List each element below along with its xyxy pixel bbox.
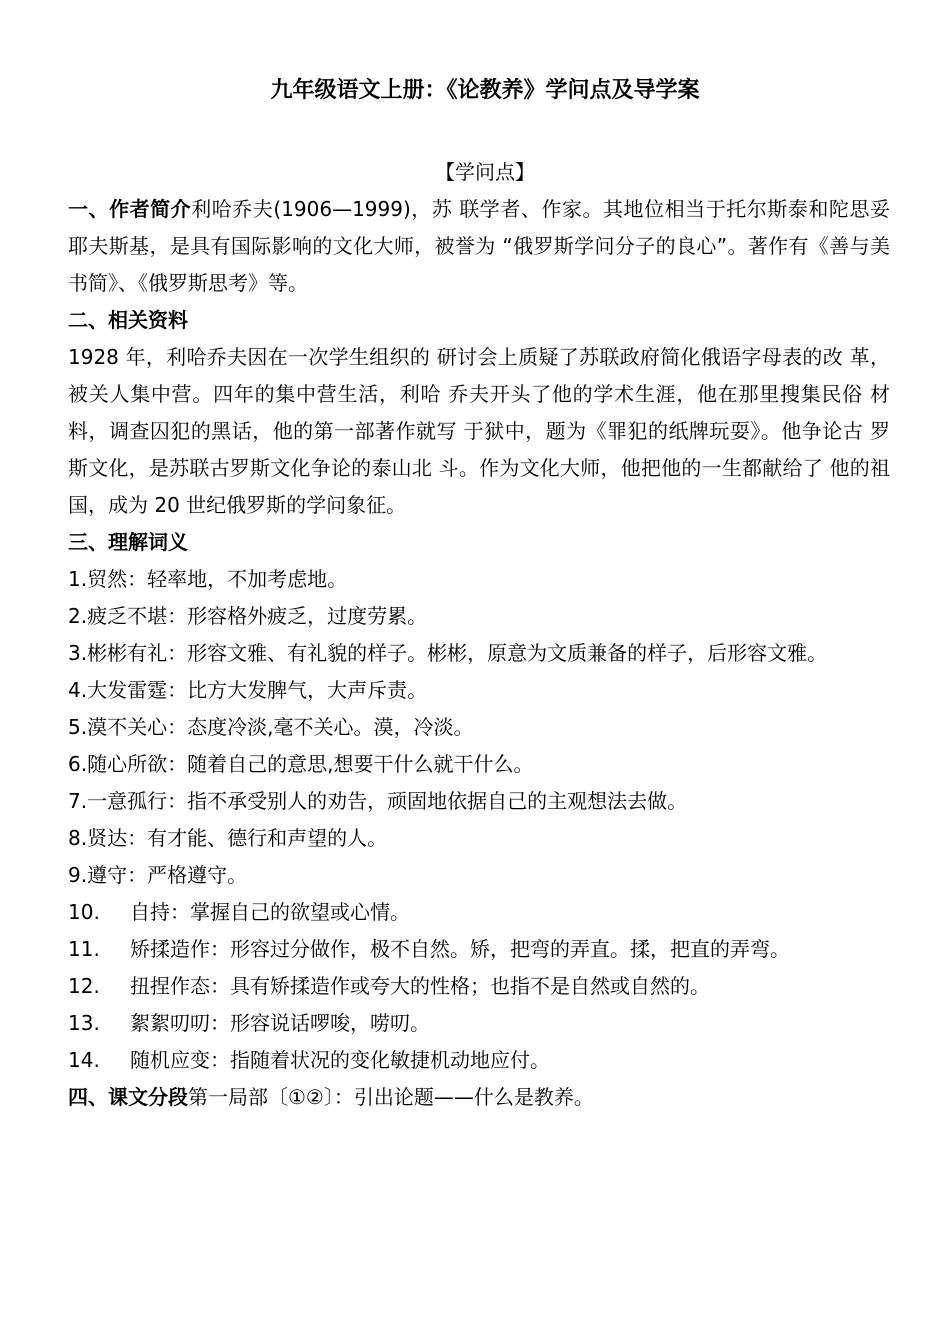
- vocab-item-number: 6.: [68, 752, 88, 776]
- vocab-item-text: 彬彬有礼：形容文雅、有礼貌的样子。彬彬，原意为文质兼备的样子，后形容文雅。: [87, 641, 828, 665]
- vocab-item: [68, 968, 890, 1005]
- vocab-item-text: 漠不关心：态度冷淡,毫不关心。漠，冷淡。: [87, 715, 474, 739]
- vocab-item-number: 11.: [68, 937, 100, 961]
- vocab-item-number: 7.: [68, 789, 88, 813]
- segments-heading: 四、课文分段: [68, 1085, 188, 1109]
- vocab-item-number: 2.: [68, 604, 88, 628]
- vocab-item-number: 1.: [68, 567, 88, 591]
- document-page: [68, 70, 890, 1116]
- vocab-heading: 三、理解词义: [68, 530, 188, 554]
- vocab-item-number: 12.: [68, 974, 100, 998]
- author-heading: 一、作者简介: [68, 197, 192, 221]
- materials-text: 1928 年，利哈乔夫因在一次学生组织的 研讨会上质疑了苏联政府简化俄语字母表的改 革，被关人集中营。四年的集中营生活，利哈 乔夫开头了他的学术生涯，他在那里搜集民俗 材料，调查囚犯的黑话，他的第一部著作就写 于狱中，题为《罪犯的纸牌玩耍》。他争论古 罗斯文化，是苏联古罗斯文化争论的泰山北 斗。作为文化大师，他把他的一生都献给了 他的祖国，成为 20 世纪俄罗斯的学问象征。: [68, 345, 890, 517]
- vocab-item-number: 3.: [68, 641, 88, 665]
- vocab-item-text: 自持：掌握自己的欲望或心情。: [130, 900, 410, 924]
- vocab-item-number: 5.: [68, 715, 88, 739]
- vocab-item: [68, 635, 890, 672]
- vocab-item: [68, 857, 890, 894]
- vocab-item-number: 9.: [68, 863, 88, 887]
- vocab-list: [68, 561, 890, 1079]
- author-text: 利哈乔夫(1906—1999)，苏 联学者、作家。其地位相当于托尔斯泰和陀思妥 耶夫斯基，是具有国际影响的文化大师，被誉为 “俄罗斯学问分子的良心”。著作有《善与美书简》、《俄罗斯思考》等。: [68, 197, 890, 295]
- vocab-item-text: 疲乏不堪：形容格外疲乏，过度劳累。: [87, 604, 428, 628]
- vocab-item-text: 贸然：轻率地，不加考虑地。: [87, 567, 348, 591]
- vocab-item: [68, 1005, 890, 1042]
- vocab-item-number: 10.: [68, 900, 100, 924]
- vocab-item-text: 矫揉造作：形容过分做作，极不自然。矫，把弯的弄直。揉，把直的弄弯。: [130, 937, 790, 961]
- vocab-item: [68, 598, 890, 635]
- vocab-item-text: 随机应变：指随着状况的变化敏捷机动地应付。: [130, 1048, 550, 1072]
- vocab-item-number: 14.: [68, 1048, 100, 1072]
- vocab-item-text: 遵守：严格遵守。: [87, 863, 248, 887]
- vocab-item-text: 絮絮叨叨：形容说话啰唆，唠叨。: [130, 1011, 430, 1035]
- vocab-item: [68, 1042, 890, 1079]
- vocab-item-text: 大发雷霆：比方大发脾气，大声斥责。: [87, 678, 428, 702]
- section-label: 【学问点】: [435, 160, 535, 184]
- segments-text: 第一局部〔①②〕：引出论题——什么是教养。: [188, 1085, 594, 1109]
- vocab-item: [68, 709, 890, 746]
- vocab-item: [68, 746, 890, 783]
- author-paragraph: [68, 191, 890, 302]
- segments-paragraph: [68, 1079, 890, 1116]
- vocab-item: [68, 931, 890, 968]
- vocab-item: [68, 820, 890, 857]
- vocab-item-text: 贤达：有才能、德行和声望的人。: [87, 826, 388, 850]
- vocab-item: [68, 561, 890, 598]
- vocab-item: [68, 672, 890, 709]
- vocab-item-number: 4.: [68, 678, 88, 702]
- document-title: 九年级语文上册：《论教养》学问点及导学案: [270, 78, 700, 103]
- materials-heading: 二、相关资料: [68, 308, 188, 332]
- vocab-item-number: 8.: [68, 826, 88, 850]
- vocab-item: [68, 894, 890, 931]
- vocab-item: [68, 783, 890, 820]
- vocab-item-text: 扭捏作态：具有矫揉造作或夸大的性格；也指不是自然或自然的。: [130, 974, 710, 998]
- vocab-item-text: 随心所欲：随着自己的意思,想要干什么就干什么。: [87, 752, 534, 776]
- vocab-item-text: 一意孤行：指不承受别人的劝告，顽固地依据自己的主观想法去做。: [87, 789, 688, 813]
- vocab-item-number: 13.: [68, 1011, 100, 1035]
